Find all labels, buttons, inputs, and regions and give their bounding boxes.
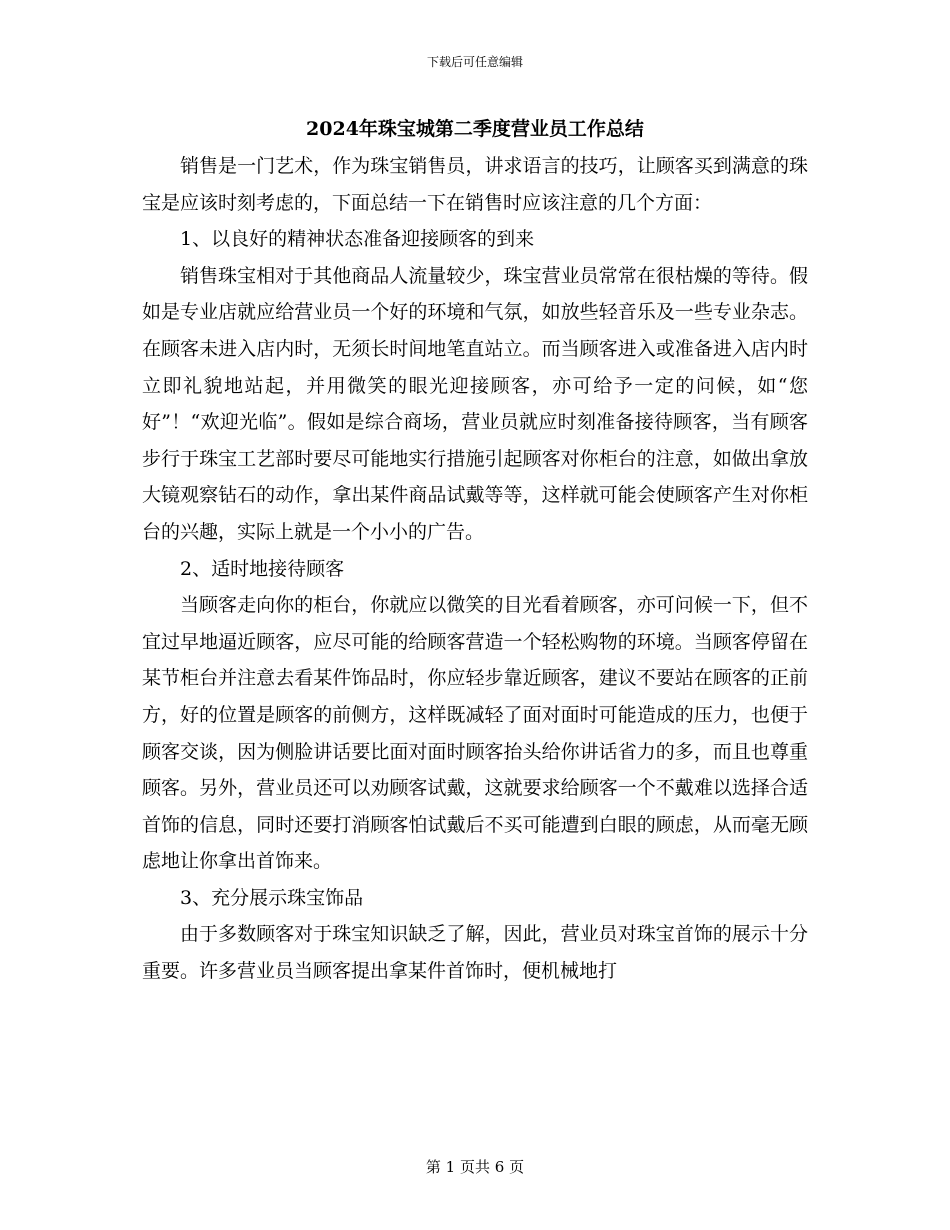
- intro-paragraph: 销售是一门艺术，作为珠宝销售员，讲求语言的技巧，让顾客买到满意的珠宝是应该时刻考虑的，下面总结一下在销售时应该注意的几个方面：: [142, 155, 808, 214]
- section-heading-3: 3、充分展示珠宝饰品: [180, 886, 364, 909]
- document-title: 2024年珠宝城第二季度营业员工作总结: [306, 118, 644, 140]
- page-header-note: 下载后可任意编辑: [426, 55, 523, 69]
- section-2-paragraph: 当顾客走向你的柜台，你就应以微笑的目光看着顾客，亦可问候一下，但不宜过早地逼近顾客，应尽可能的给顾客营造一个轻松购物的环境。当顾客停留在某节柜台并注意去看某件饰品时，你应轻步靠近顾客，建议不要站在顾客的正前方，好的位置是顾客的前侧方，这样既减轻了面对面时可能造成的压力，也便于顾客交谈，因为侧脸讲话要比面对面时顾客抬头给你讲话省力的多，而且也尊重顾客。另外，营业员还可以劝顾客试戴，这就要求给顾客一个不戴难以选择合适首饰的信息，同时还要打消顾客怕试戴后不买可能遭到白眼的顾虑，从而毫无顾虑地让你拿出首饰来。: [142, 594, 808, 873]
- section-heading-2: 2、适时地接待顾客: [180, 557, 345, 580]
- section-heading-1: 1、以良好的精神状态准备迎接顾客的到来: [180, 228, 535, 251]
- document-body: [142, 148, 808, 990]
- section-1-paragraph: 销售珠宝相对于其他商品人流量较少，珠宝营业员常常在很枯燥的等待。假如是专业店就应给营业员一个好的环境和气氛，如放些轻音乐及一些专业杂志。在顾客未进入店内时，无须长时间地笔直站立。而当顾客进入或准备进入店内时立即礼貌地站起，并用微笑的眼光迎接顾客，亦可给予一定的问候，如“您好”！“欢迎光临”。假如是综合商场，营业员就应时刻准备接待顾客，当有顾客步行于珠宝工艺部时要尽可能地实行措施引起顾客对你柜台的注意，如做出拿放大镜观察钻石的动作，拿出某件商品试戴等等，这样就可能会使顾客产生对你柜台的兴趣，实际上就是一个小小的广告。: [142, 264, 808, 543]
- section-3-paragraph: 由于多数顾客对于珠宝知识缺乏了解，因此，营业员对珠宝首饰的展示十分重要。许多营业员当顾客提出拿某件首饰时，便机械地打: [142, 923, 808, 983]
- page-number-footer: 第 1 页共 6 页: [425, 1158, 525, 1176]
